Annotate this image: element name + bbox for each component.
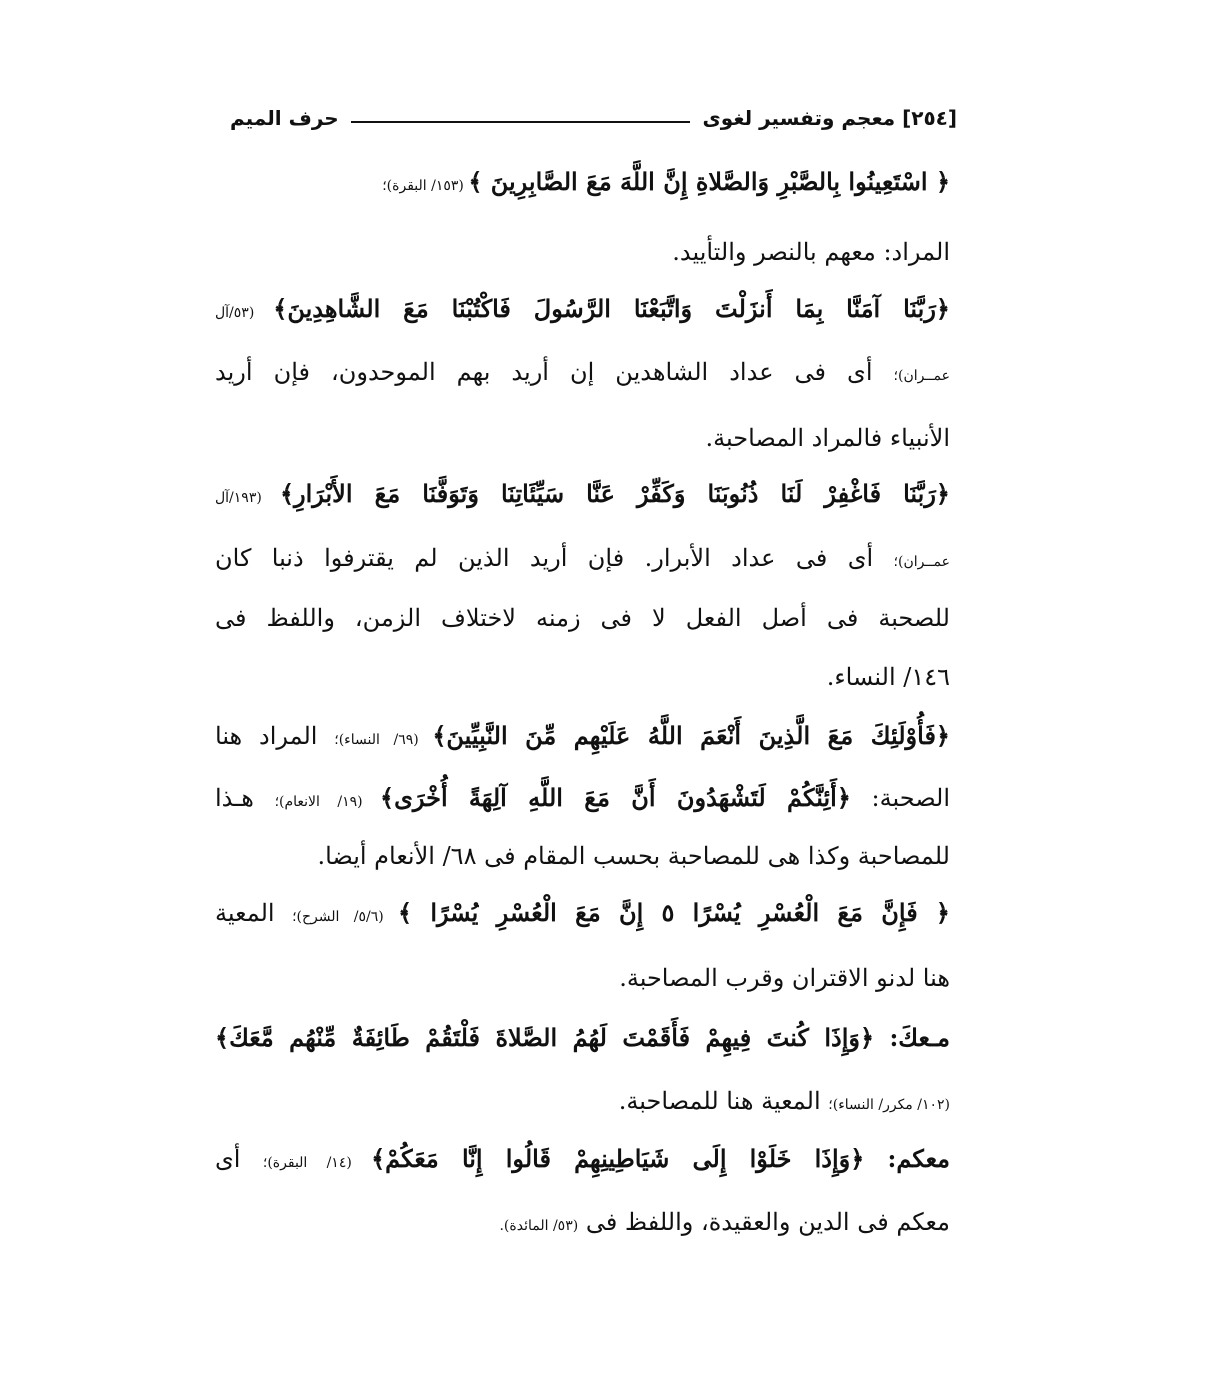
body-text-run: الأنبياء فالمراد المصاحبة.	[705, 424, 950, 452]
verse-reference: (١٤/ البقرة)؛	[262, 1155, 372, 1171]
verse-reference: (١٥٣/ البقرة)؛	[382, 178, 469, 194]
quran-verse: معكم:	[864, 1144, 950, 1173]
text-line	[215, 1081, 950, 1121]
text-line	[215, 778, 950, 818]
body-text-run: للمصاحبة وكذا هى للمصاحبة بحسب المقام فى ٦٨/ الأنعام أيضا.	[317, 842, 950, 870]
text-line	[215, 474, 950, 514]
body-text-run: المعية	[215, 899, 293, 927]
text-line	[215, 958, 950, 998]
body-text-run: الصحبة:	[850, 784, 951, 812]
quran-verse: ﴿رَبَّنَا آمَنَّا بِمَا أَنزَلْتَ وَاتَّبَعْنَا الرَّسُولَ فَاكْتُبْنَا مَعَ الشَّاهِدِينَ﴾	[273, 294, 950, 323]
verse-reference: (١٠٢/ مكرر/ النساء)؛	[828, 1097, 950, 1113]
text-line	[215, 598, 950, 638]
text-line	[215, 1139, 950, 1179]
body-text-run: ١٤٦/ النساء.	[826, 663, 950, 691]
quran-verse: ﴿وَإِذَا خَلَوْا إِلَى شَيَاطِينِهِمْ قَالُوا إِنَّا مَعَكُمْ﴾	[371, 1144, 865, 1173]
text-line	[215, 352, 950, 392]
verse-reference: (١٩٣/آل	[215, 490, 280, 506]
verse-reference: (٥٣/آل	[215, 305, 274, 321]
verse-reference: عمــران)؛	[893, 368, 950, 384]
verse-reference: (٥/٦/ الشرح)؛	[292, 909, 399, 925]
verse-reference: (٥٣/ المائدة).	[499, 1218, 579, 1234]
text-line	[215, 289, 950, 329]
quran-verse: ﴿فَأُوْلَئِكَ مَعَ الَّذِينَ أَنْعَمَ اللَّهُ عَلَيْهِم مِّنَ النَّبِيِّينَ﴾	[432, 721, 950, 750]
page-number: [٢٥٤]	[902, 106, 957, 130]
text-line	[215, 418, 950, 458]
body-text-run: أى	[215, 1145, 263, 1173]
text-line	[215, 1202, 950, 1242]
page-header	[230, 100, 957, 136]
body-text-run: هنا لدنو الاقتران وقرب المصاحبة.	[619, 964, 950, 992]
body-text-run: أى فى عداد الشاهدين إن أريد بهم الموحدون، فإن أريد	[215, 358, 894, 386]
text-line	[215, 893, 950, 933]
verse-reference: عمــران)؛	[893, 554, 951, 570]
text-line	[215, 538, 950, 578]
verse-reference: (١٩/ الانعام)؛	[274, 794, 381, 810]
quran-verse: ﴿وَإِذَا كُنتَ فِيهِمْ فَأَقَمْتَ لَهُمُ الصَّلاةَ فَلْتَقُمْ طَائِفَةٌ مِّنْهُم مَّعَكَ﴾	[215, 1023, 875, 1052]
quran-verse: ﴿أَئِنَّكُمْ لَتَشْهَدُونَ أَنَّ مَعَ اللَّهِ آلِهَةً أُخْرَى﴾	[380, 783, 851, 812]
text-line	[215, 657, 950, 697]
quran-verse: مـعكَ:	[874, 1023, 950, 1052]
text-line	[215, 836, 950, 876]
book-title: معجم وتفسير لغوى	[702, 106, 896, 130]
quran-verse: ﴿ فَإِنَّ مَعَ الْعُسْرِ يُسْرًا ٥ إِنَّ مَعَ الْعُسْرِ يُسْرًا ﴾	[398, 898, 950, 927]
text-line	[215, 162, 950, 202]
text-line	[215, 1018, 950, 1058]
body-text-run: المراد هنا	[215, 722, 335, 750]
text-line	[215, 232, 950, 272]
page-number-and-book-title	[702, 106, 957, 130]
quran-verse: ﴿ اسْتَعِينُوا بِالصَّبْرِ وَالصَّلاةِ إِنَّ اللَّهَ مَعَ الصَّابِرِينَ ﴾	[468, 167, 950, 196]
body-text-run: هـذا	[215, 784, 275, 812]
verse-reference: (٦٩/ النساء)؛	[334, 732, 433, 748]
section-title: حرف الميم	[230, 106, 339, 130]
text-line	[215, 716, 950, 756]
body-text-run: أى فى عداد الأبرار. فإن أريد الذين لم يقترفوا ذنبا كان	[215, 544, 894, 572]
quran-verse: ﴿رَبَّنَا فَاغْفِرْ لَنَا ذُنُوبَنَا وَكَفِّرْ عَنَّا سَيِّئَاتِنَا وَتَوَفَّنَا مَعَ الأَبْرَارِ﴾	[279, 479, 950, 508]
body-text-run: للصحبة فى أصل الفعل لا فى زمنه لاختلاف الزمن، واللفظ فى	[215, 604, 950, 632]
body-text-run: المعية هنا للمصاحبة.	[618, 1087, 829, 1115]
body-text-run: المراد: معهم بالنصر والتأييد.	[672, 238, 950, 266]
header-rule	[351, 121, 691, 123]
body-text-run: معكم فى الدين والعقيدة، واللفظ فى	[578, 1208, 950, 1236]
